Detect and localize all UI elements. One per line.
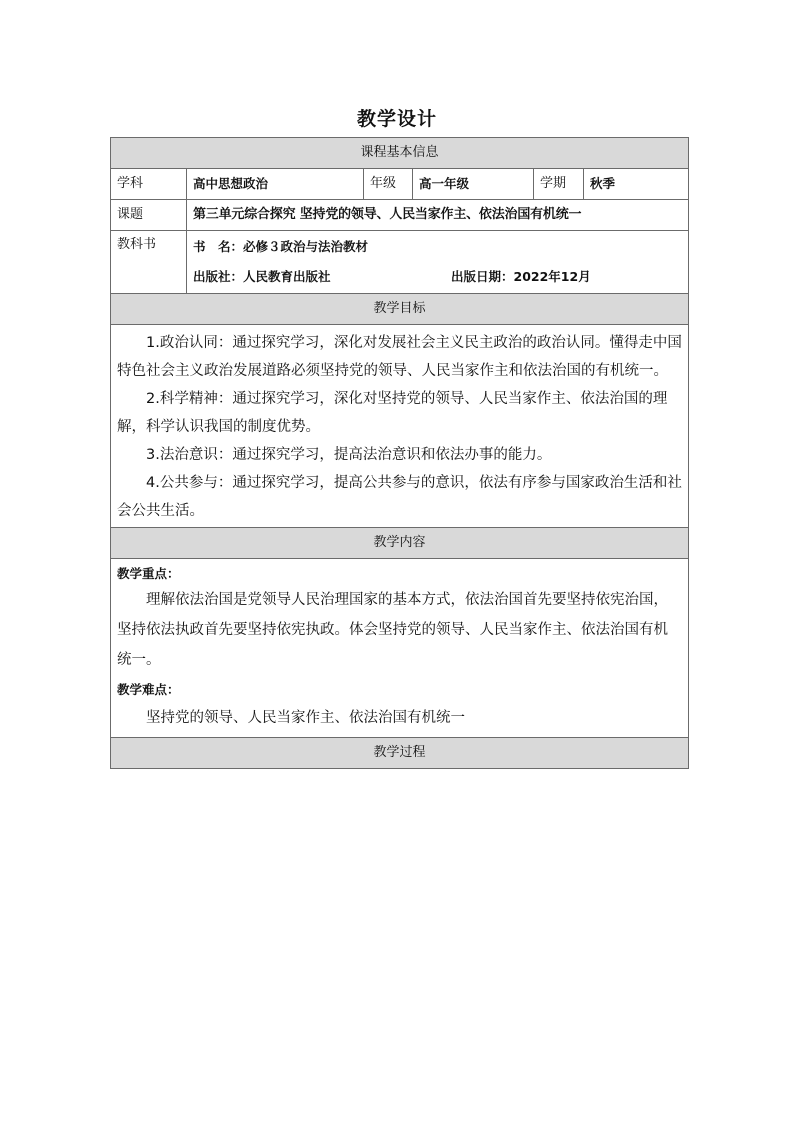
objectives-body [111,325,689,528]
section-objectives [111,294,689,325]
objective-item: 1.政治认同：通过探究学习，深化对发展社会主义民主政治的政治认同。懂得走中国特色社会主义政治发展道路必须坚持党的领导、人民当家作主和依法治国的有机统一。 [117,335,682,379]
lesson-plan-table [110,137,689,769]
objectives-row [111,325,689,528]
difficult-points-text: 坚持党的领导、人民当家作主、依法治国有机统一 [146,710,465,726]
term-value: 秋季 [584,169,689,200]
section-basic-info [111,138,689,169]
publisher-block [193,262,451,292]
content-body [111,559,689,738]
publisher-line [193,262,682,292]
section-header: 课程基本信息 [111,138,689,169]
textbook-row [111,231,689,294]
page-title: 教学设计 [356,108,437,130]
objective-item: 2.科学精神：通过探究学习，深化对坚持党的领导、人民当家作主、依法治国的理解，科学认识我国的制度优势。 [117,391,668,435]
grade-label: 年级 [364,169,413,200]
content-row [111,559,689,738]
section-header: 教学内容 [111,528,689,559]
section-header: 教学过程 [111,738,689,769]
objective-item: 3.法治意识：通过探究学习，提高法治意识和依法办事的能力。 [146,447,552,463]
subject-value: 高中思想政治 [187,169,364,200]
term-label: 学期 [534,169,584,200]
subject-label: 学科 [111,169,187,200]
topic-value: 第三单元综合探究 坚持党的领导、人民当家作主、依法治国有机统一 [187,200,689,231]
book-name-label: 书 名： [193,239,244,254]
section-process [111,738,689,769]
book-name-value: 必修３政治与法治教材 [243,239,369,254]
difficult-points-label: 教学难点： [117,682,180,697]
subject-row [111,169,689,200]
key-points-text: 理解依法治国是党领导人民治理国家的基本方式，依法治国首先要坚持依宪治国，坚持依法执政首先要坚持依宪执政。体会坚持党的领导、人民当家作主、依法治国有机统一。 [117,592,668,668]
section-header: 教学目标 [111,294,689,325]
publisher-value: 人民教育出版社 [243,269,331,284]
topic-label: 课题 [111,200,187,231]
topic-row [111,200,689,231]
grade-value: 高一年级 [413,169,534,200]
key-points-label: 教学重点： [117,566,180,581]
textbook-label: 教科书 [111,231,187,294]
pub-date-label: 出版日期： [451,269,514,284]
publisher-label: 出版社： [193,269,244,284]
objective-item: 4.公共参与：通过探究学习，提高公共参与的意识，依法有序参与国家政治生活和社会公共生活。 [117,475,682,519]
textbook-details [187,231,689,294]
pub-date-value: 2022年12月 [513,269,591,284]
section-content [111,528,689,559]
book-name-line [193,232,682,262]
